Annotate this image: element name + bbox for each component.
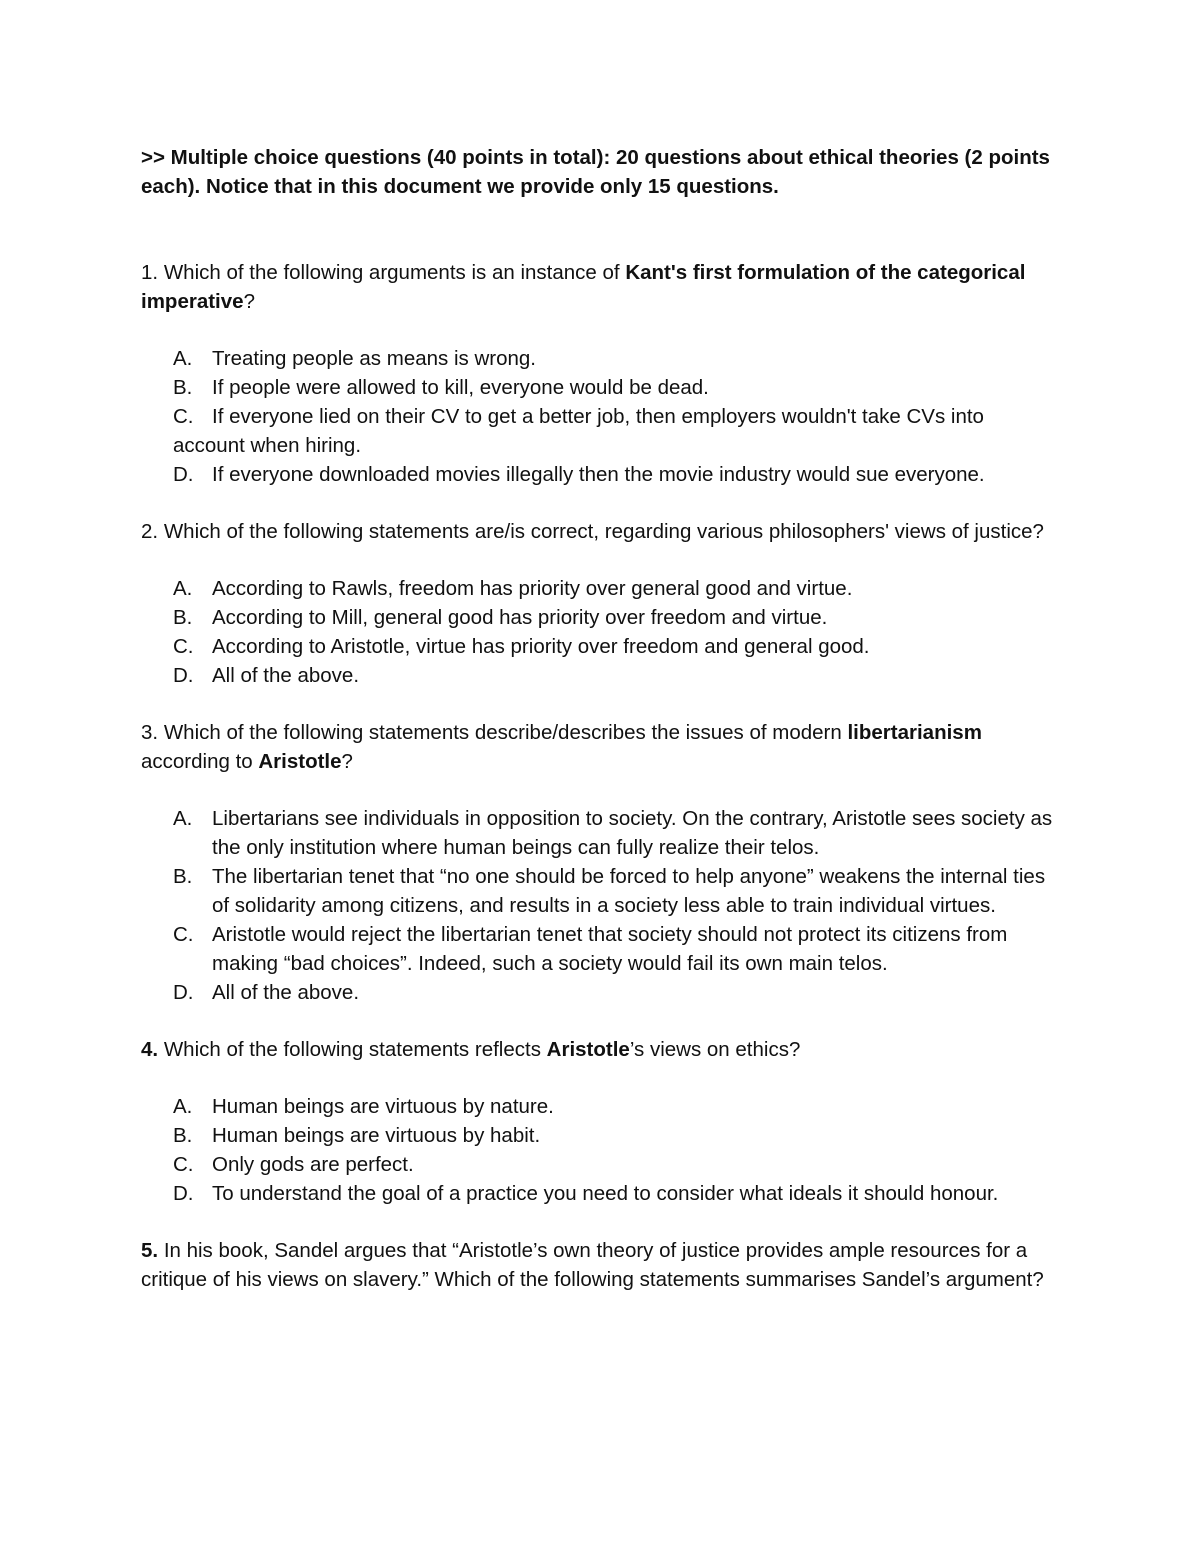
question-1-options [141,344,1061,489]
option-d: D. If everyone downloaded movies illegally then the movie industry would sue everyone. [173,463,985,486]
question-number: 3. [141,721,159,744]
option-b: B. According to Mill, general good has priority over freedom and virtue. [173,606,828,629]
option-c: C. Only gods are perfect. [173,1153,414,1176]
option-c: C. Aristotle would reject the libertarian tenet that society should not protect its citizens from making “bad choices”. Indeed, such a society would fail its own main telos. [173,923,1008,975]
question-3: 3. Which of the following statements describe/describes the issues of modern libertarianism according to Aristotle? [141,721,982,773]
question-number: 5. [141,1239,159,1262]
question-4: 4. Which of the following statements reflects Aristotle’s views on ethics? [141,1038,801,1061]
option-b: B. Human beings are virtuous by habit. [173,1124,541,1147]
option-b: B. If people were allowed to kill, everyone would be dead. [173,376,709,399]
question-number: 1. [141,261,159,284]
question-number: 4. [141,1038,159,1061]
option-d: D. All of the above. [173,664,360,687]
option-a: A. Treating people as means is wrong. [173,347,536,370]
option-a: A. Human beings are virtuous by nature. [173,1095,554,1118]
option-b: B. The libertarian tenet that “no one should be forced to help anyone” weakens the internal ties of solidarity among citizens, and results in a society less able to train individual virtues. [173,865,1046,917]
option-a: A. According to Rawls, freedom has priority over general good and virtue. [173,577,853,600]
question-3-options [141,804,1061,1007]
question-2: 2. Which of the following statements are/is correct, regarding various philosophers' views of justice? [141,520,1044,543]
option-a: A. Libertarians see individuals in opposition to society. On the contrary, Aristotle sees society as the only institution where human beings can fully realize their telos. [173,807,1053,859]
option-c: C. According to Aristotle, virtue has priority over freedom and general good. [173,635,870,658]
question-5: 5. In his book, Sandel argues that “Aristotle’s own theory of justice provides ample resources for a critique of his views on slavery.” Which of the following statements summarises Sandel’s argument? [141,1239,1044,1291]
question-4-options [141,1092,1061,1208]
question-number: 2. [141,520,159,543]
instructions-heading: >> Multiple choice questions (40 points in total): 20 questions about ethical theories (2 points each). Notice that in this document we provide only 15 questions. [141,146,1050,198]
option-c: C. If everyone lied on their CV to get a better job, then employers wouldn't take CVs into account when hiring. [173,405,984,457]
document-page [141,143,1061,1294]
option-d: D. To understand the goal of a practice you need to consider what ideals it should honour. [173,1182,999,1205]
question-1: 1. Which of the following arguments is an instance of Kant's first formulation of the categorical imperative? [141,261,1026,313]
option-d: D. All of the above. [173,981,360,1004]
question-2-options [141,574,1061,690]
